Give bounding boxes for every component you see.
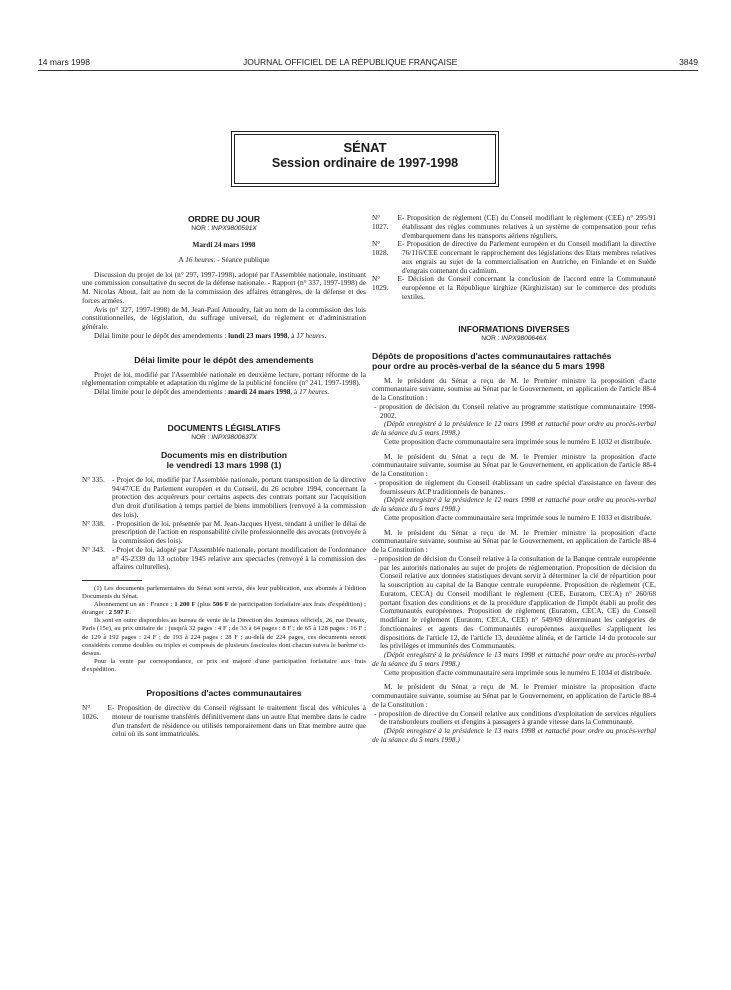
docs-heading: DOCUMENTS LÉGISLATIFS bbox=[167, 422, 281, 433]
abonnement-text: de participation forfaitaire aux frais d'expédition) ; étranger : bbox=[82, 601, 367, 617]
footnote-abonnement bbox=[82, 601, 366, 617]
footnotes bbox=[82, 585, 366, 674]
item-number: N° E 1028. bbox=[372, 239, 402, 257]
deposit-registration: (Dépôt enregistré à la présidence le 13 mars 1998 et rattaché pour ordre au procès-verbal de la séance du 5 mars 1998.) bbox=[372, 650, 656, 668]
propositions-list bbox=[82, 704, 366, 739]
nor-label: NOR : bbox=[191, 225, 212, 232]
list-item bbox=[82, 704, 366, 739]
deposit-registration: (Dépôt enregistré à la présidence le 12 mars 1998 et rattaché pour ordre au procès-verbal de la séance du 5 mars 1998.) bbox=[372, 419, 656, 437]
propositions-heading: Propositions d'actes communautaires bbox=[146, 688, 302, 699]
nor-label: NOR : bbox=[481, 334, 502, 342]
ordre-paragraph: Discussion du projet de loi (n° 297, 1997-1998), adopté par l'Assemblée nationale, instituant une commission consultative du secret de la défense nationale. - Rapport (n° 337, 1997-1998) de M. Nicolas About, fait au nom de la commission des affaires étrangères, de la défense et des forces armées. bbox=[82, 269, 366, 305]
deposit-intro: M. le président du Sénat a reçu de M. le Premier ministre la proposition d'acte communautaire suivante, soumise au Sénat par le Gouvernement, en application de l'article 88-4 de la Constitution : bbox=[372, 682, 656, 709]
delai-sep: , à bbox=[287, 330, 297, 340]
deposit-intro: M. le président du Sénat a reçu de M. le Premier ministre la proposition d'acte communautaire suivante, soumise au Sénat par le Gouvernement, en application de l'article 88-4 de la Constitution : bbox=[372, 375, 656, 402]
ordre-avis: Avis (n° 327, 1997-1998) de M. Jean-Paul Amoudry, fait au nom de la commission des lois constitutionnelles, de législation, du suffrage universel, du règlement et d'administration générale. bbox=[82, 304, 366, 331]
footnote-vente: Pour la vente par correspondance, ce prix est majoré d'une participation forfaitaire aux frais d'expédition. bbox=[82, 657, 366, 673]
item-number: N° 343. bbox=[82, 544, 105, 554]
item-number: N° E 1029. bbox=[372, 274, 402, 292]
deposit-numbering: Cette proposition d'acte communautaire sera imprimée sous le numéro E 1032 et distribuée. bbox=[384, 436, 652, 446]
deposit-proposal: - proposition de décision du Conseil relative à la consultation de la Banque centrale européenne par les autorités nationales au sujet de projets de réglementation. Proposition de décision du Conseil relative aux données statistiques devant servir à déterminer la clé de répartition pour la souscription au capital de la Banque centrale européenne. Proposition de règlement (CE, Euratom, CECA) du Conseil modifiant le règlement (CEE, Euratom, CECA) n° 260/68 portant fixation des conditions et de la procédure d'application de l'impôt établi au profit des Communautés européennes. Proposition de règlement (Euratom, CECA, CE) du Conseil modifiant le règlement (Euratom, CECA, CEE) n° 549/69 déterminant les catégories de fonctionnaires et agents des Communautés européennes auxquelles s'appliquent les dispositions de l'article 12, de l'article 13, deuxième alinéa, et de l'article 14 du protocole sur les privilèges et immunités des Communautés. bbox=[374, 553, 656, 651]
deposit-numbering: Cette proposition d'acte communautaire sera imprimée sous le numéro E 1033 et distribuée. bbox=[384, 512, 652, 522]
deposit-registration: (Dépôt enregistré à la présidence le 12 mars 1998 et rattaché pour ordre au procès-verbal de la séance du 5 mars 1998.) bbox=[372, 495, 656, 513]
item-text: - Proposition de directive du Parlement européen et du Conseil modifiant la directive 76/116/CEE concernant le rapprochement des législations des Etats membres relatives aux engrais au sujet de la commercialisation en Autriche, en Finlande et en Suède d'engrais contenant du cadmium. bbox=[402, 239, 656, 275]
item-text: - Proposition de règlement (CE) du Conseil modifiant le règlement (CEE) n° 295/91 établissant des règles communes relatives à un système de compensation pour refus d'embarquement dans les transports aériens réguliers. bbox=[402, 213, 656, 240]
delai-hour: 17 heures. bbox=[296, 330, 327, 340]
docs-nor bbox=[82, 433, 366, 442]
ordre-nor bbox=[82, 224, 366, 233]
docs-subheading-1: Documents mis en distribution bbox=[160, 449, 288, 460]
deposit-intro: M. le président du Sénat a reçu de M. le Premier ministre la proposition d'acte communautaire suivante, soumise au Sénat par le Gouvernement, en application de l'article 88-4 de la Constitution : bbox=[372, 451, 656, 478]
list-item bbox=[82, 546, 366, 572]
ordre-delai bbox=[82, 332, 366, 341]
item-text: - Décision du Conseil concernant la conclusion de l'accord entre la Communauté européenne et la République kirghize (Kirghizistan) sur le commerce des produits textiles. bbox=[402, 274, 656, 301]
item-text: - Projet de loi, adopté par l'Assemblée nationale, portant modification de l'ordonnance n° 45-2339 du 13 octobre 1945 relative aux spectacles (renvoyé à la commission des affaires culturelles). bbox=[112, 544, 366, 572]
list-item bbox=[372, 240, 656, 275]
info-subheading-2: pour ordre au procès-verbal de la séance du 5 mars 1998 bbox=[372, 360, 605, 371]
nor-label: NOR : bbox=[191, 433, 212, 441]
list-item bbox=[372, 275, 656, 301]
ordre-seance bbox=[82, 256, 366, 265]
delai-date: lundi 23 mars 1998 bbox=[228, 330, 288, 340]
header-page-number: 3849 bbox=[679, 57, 698, 67]
subtitle: Session ordinaire de 1997-1998 bbox=[271, 156, 459, 170]
deposit-proposal: - proposition de directive du Conseil relative aux conditions d'exploitation de services réguliers de transbordeurs rouliers et d'engins à passagers à grande vitesse dans la Communauté. bbox=[374, 708, 656, 727]
abonnement-text: Abonnement un an : France : bbox=[94, 601, 175, 609]
abonnement-text: . bbox=[129, 609, 131, 617]
deposit-entry bbox=[372, 529, 656, 678]
item-text: - Proposition de loi, présentée par M. Jean-Jacques Hyest, tendant à unifier le délai de prescription de l'action en responsabilité civile professionnelle des avocats (renvoyée à la commission des lois). bbox=[112, 518, 366, 545]
delai-paragraph: Projet de loi, modifié par l'Assemblée nationale en deuxième lecture, portant réforme de la réglementation comptable et adaptation du régime de la publicité foncière (n° 241, 1997-1998). bbox=[82, 369, 366, 388]
docs-list bbox=[82, 476, 366, 572]
info-nor bbox=[372, 334, 656, 343]
list-item bbox=[82, 520, 366, 546]
list-item bbox=[82, 476, 366, 520]
deposit-entry bbox=[372, 683, 656, 744]
delai-sep: , à bbox=[290, 387, 300, 396]
info-subheading-1: Dépôts de propositions d'actes communautaires rattachés bbox=[372, 350, 612, 361]
item-number: N° 335. bbox=[82, 474, 105, 484]
item-text: - Projet de loi, modifié par l'Assemblée nationale, portant transposition de la directive 94/47/CE du Parlement européen et du Conseil, du 26 octobre 1994, concernant la protection des acquéreurs pour certains aspects des contrats portant sur l'acquisition d'un droit d'utilisation à temps partiel de biens immobiliers (renvoyé à la commission des lois). bbox=[112, 474, 366, 519]
header-rule bbox=[38, 70, 698, 71]
nor-code: INPX9800591X bbox=[211, 225, 257, 232]
info-heading: INFORMATIONS DIVERSES bbox=[458, 323, 570, 334]
docs-subheading-2: le vendredi 13 mars 1998 (1) bbox=[166, 459, 282, 470]
deposit-proposal: - proposition de décision du Conseil relative au programme statistique communautaire 1998-2002. bbox=[374, 401, 656, 420]
header-date: 14 mars 1998 bbox=[38, 57, 90, 67]
deposit-proposal: - proposition de règlement du Conseil établissant un cadre spécial d'assistance en faveur des fournisseurs ACP traditionnels de bananes. bbox=[374, 477, 656, 496]
right-propositions-list bbox=[372, 214, 656, 302]
item-text: - Proposition de directive du Conseil régissant le traitement fiscal des véhicules à moteur de tourisme transférés définitivement dans un autre Etat membre dans le cadre d'un transfert de résidence ou utilisés temporairement dans un Etat membre autre que celui où ils sont immatriculés. bbox=[112, 703, 366, 739]
footnote-rule bbox=[82, 580, 142, 581]
seance-rest: - Séance publique bbox=[215, 254, 270, 264]
title-box bbox=[234, 134, 496, 184]
delai-date: mardi 24 mars 1998 bbox=[228, 387, 291, 396]
footnote-prix: Ils sont en outre disponibles au bureau de vente de la Direction des Journaux officiels, 26, rue Desaix, Paris (15e), au prix unitaire de : jusqu'à 32 pages : 4 F ; de 33 à 64 pages : 8 F ; de 65 à 128 pages : 16 F ; de 129 à 192 pages : 24 F ; de 193 à 224 pages : 28 F ; au-delà de 224 pages, ces documents seront considérés comme doubles ou triples et composés de plusieurs fascicules dont chacun suivra le barème ci-dessus. bbox=[82, 617, 366, 657]
abonnement-price: 506 F bbox=[212, 601, 229, 609]
deposit-entry bbox=[372, 453, 656, 523]
deposit-registration: (Dépôt enregistré à la présidence le 13 mars 1998 et rattaché pour ordre au procès-verbal de la séance du 5 mars 1998.) bbox=[372, 726, 656, 744]
nor-code: INPX9800646X bbox=[501, 334, 547, 342]
delai-hour: 17 heures. bbox=[299, 387, 330, 396]
deposit-entry bbox=[372, 377, 656, 447]
delai-text: Délai limite pour le dépôt des amendements : bbox=[94, 330, 229, 340]
title: SÉNAT bbox=[343, 140, 387, 155]
delai-limit bbox=[82, 388, 366, 397]
abonnement-price: 2 597 F bbox=[108, 609, 130, 617]
footnote-1: (1) Les documents parlementaires du Sénat sont servis, dès leur publication, aux abonnés à l'édition Documents du Sénat. bbox=[82, 585, 366, 601]
nor-code: INPX9800637X bbox=[211, 433, 257, 441]
header-journal: JOURNAL OFFICIEL DE LA RÉPUBLIQUE FRANÇAISE bbox=[243, 57, 458, 67]
deposits-list bbox=[372, 377, 656, 745]
deposit-intro: M. le président du Sénat a reçu de M. le Premier ministre la proposition d'acte communautaire suivante, soumise au Sénat par le Gouvernement, en application de l'article 88-4 de la Constitution : bbox=[372, 527, 656, 554]
list-item bbox=[372, 214, 656, 240]
ordre-heading: ORDRE DU JOUR bbox=[187, 214, 261, 224]
left-column bbox=[82, 214, 366, 739]
item-number: N° 338. bbox=[82, 518, 105, 528]
abonnement-text: (plus bbox=[195, 601, 213, 609]
item-number: N° E 1027. bbox=[372, 213, 402, 231]
item-number: N° E 1026. bbox=[82, 703, 112, 721]
seance-heure: 16 heures. bbox=[185, 254, 216, 264]
delai-heading: Délai limite pour le dépôt des amendements bbox=[134, 354, 314, 365]
ordre-date: Mardi 24 mars 1998 bbox=[192, 240, 256, 249]
abonnement-price: 1 200 F bbox=[174, 601, 196, 609]
right-column bbox=[372, 214, 656, 745]
seance-a: A bbox=[178, 254, 186, 264]
deposit-numbering: Cette proposition d'acte communautaire sera imprimée sous le numéro E 1034 et distribuée. bbox=[384, 667, 652, 677]
page-header bbox=[38, 57, 698, 71]
delai-text: Délai limite pour le dépôt des amendements : bbox=[94, 387, 229, 396]
